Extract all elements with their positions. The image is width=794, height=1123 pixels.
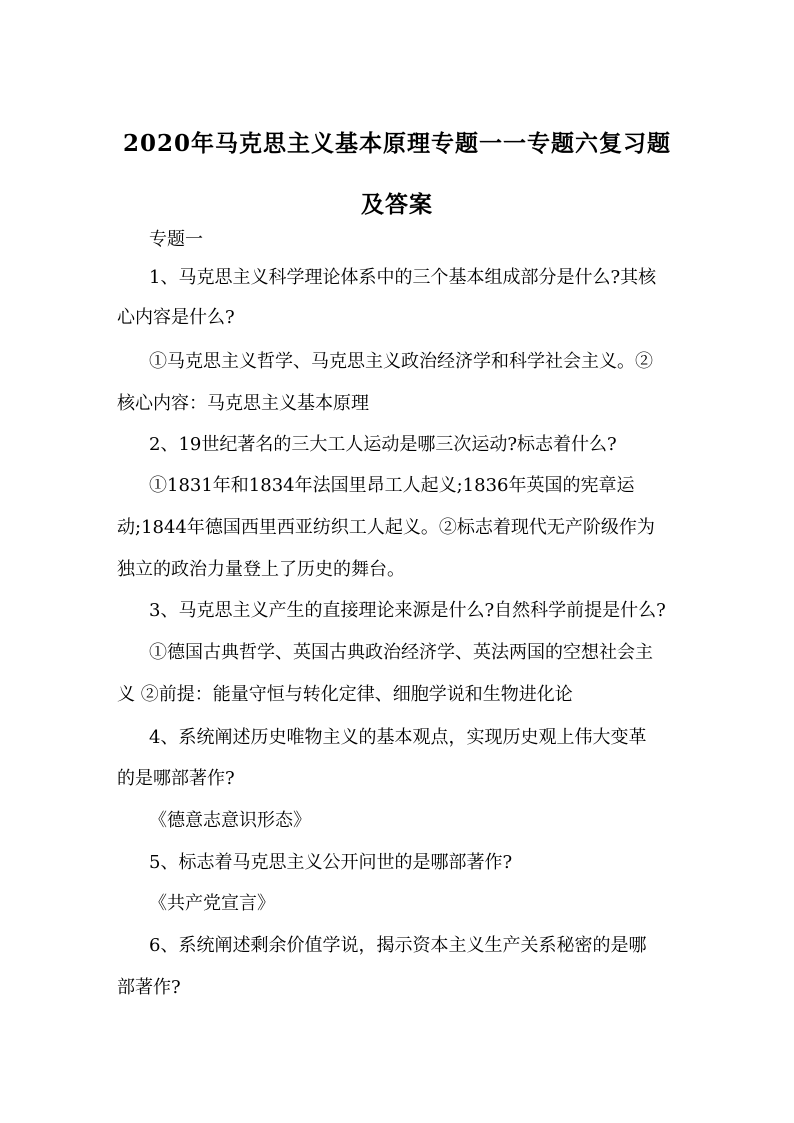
question-1-line-1: 1、马克思主义科学理论体系中的三个基本组成部分是什么?其核 <box>149 267 657 288</box>
document-title: 2020年马克思主义基本原理专题一一专题六复习题 <box>122 130 671 157</box>
question-6-line-2: 部著作? <box>117 977 181 998</box>
question-4-line-1: 4、系统阐述历史唯物主义的基本观点，实现历史观上伟大变革 <box>149 727 647 748</box>
document-title-continued: 及答案 <box>361 191 433 218</box>
answer-2-line-1: ①1831年和1834年法国里昂工人起义;1836年英国的宪章运 <box>149 475 635 496</box>
question-6-line-1: 6、系统阐述剩余价值学说，揭示资本主义生产关系秘密的是哪 <box>149 935 647 956</box>
question-2: 2、19世纪著名的三大工人运动是哪三次运动?标志着什么? <box>149 434 617 455</box>
answer-2-line-3: 独立的政治力量登上了历史的舞台。 <box>117 559 405 580</box>
question-5: 5、标志着马克思主义公开问世的是哪部著作? <box>149 852 513 873</box>
answer-3-line-1: ①德国古典哲学、英国古典政治经济学、英法两国的空想社会主 <box>149 642 653 663</box>
answer-5: 《共产党宣言》 <box>149 893 275 914</box>
answer-4: 《德意志意识形态》 <box>149 810 311 831</box>
question-4-line-2: 的是哪部著作? <box>117 768 235 789</box>
question-1-line-2: 心内容是什么? <box>117 307 235 328</box>
question-3: 3、马克思主义产生的直接理论来源是什么?自然科学前提是什么? <box>149 600 666 621</box>
answer-2-line-2: 动;1844年德国西里西亚纺织工人起义。②标志着现代无产阶级作为 <box>117 517 655 538</box>
answer-3-line-2: 义 ②前提：能量守恒与转化定律、细胞学说和生物进化论 <box>117 684 573 705</box>
section-heading: 专题一 <box>149 229 203 250</box>
answer-1-line-1: ①马克思主义哲学、马克思主义政治经济学和科学社会主义。② <box>149 351 653 372</box>
answer-1-line-2: 核心内容：马克思主义基本原理 <box>117 393 369 414</box>
